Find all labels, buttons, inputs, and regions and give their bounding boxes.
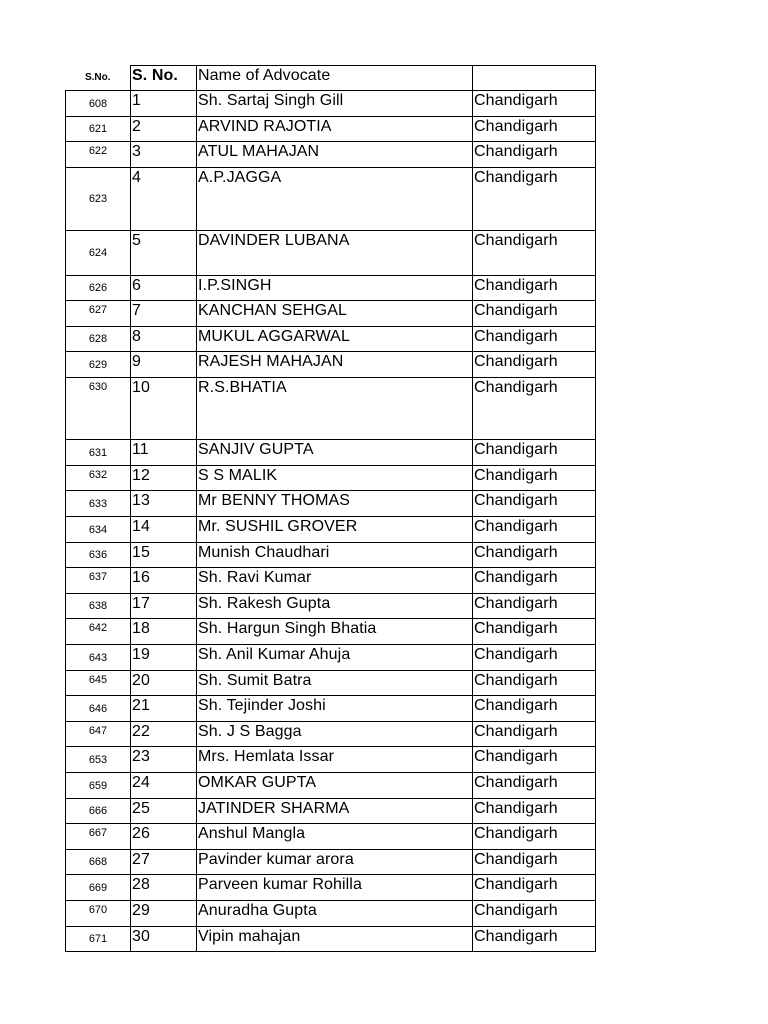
row-advocate-name: Sh. Ravi Kumar [197, 568, 473, 594]
row-advocate-name: OMKAR GUPTA [197, 773, 473, 799]
row-advocate-name: Sh. J S Bagga [197, 722, 473, 747]
table-row [66, 276, 596, 301]
row-place: Chandigarh [473, 327, 596, 352]
row-serial-number: 30 [131, 927, 197, 952]
row-sno: 638 [66, 594, 131, 619]
row-serial-number: 2 [131, 117, 197, 142]
row-advocate-name: Sh. Rakesh Gupta [197, 594, 473, 619]
header-sno: S.No. [66, 66, 131, 91]
row-serial-number: 5 [131, 231, 197, 276]
row-sno: 637 [66, 568, 131, 594]
row-place: Chandigarh [473, 568, 596, 594]
row-advocate-name: DAVINDER LUBANA [197, 231, 473, 276]
header-row [66, 66, 596, 91]
row-sno: 628 [66, 327, 131, 352]
row-serial-number: 1 [131, 91, 197, 117]
row-sno: 643 [66, 645, 131, 671]
row-place: Chandigarh [473, 276, 596, 301]
row-place: Chandigarh [473, 301, 596, 327]
row-place: Chandigarh [473, 619, 596, 645]
advocate-table [65, 65, 596, 952]
row-advocate-name: Pavinder kumar arora [197, 850, 473, 875]
row-serial-number: 8 [131, 327, 197, 352]
row-place: Chandigarh [473, 168, 596, 231]
row-place: Chandigarh [473, 352, 596, 378]
row-advocate-name: Mr. SUSHIL GROVER [197, 517, 473, 543]
table-row [66, 901, 596, 927]
table-row [66, 440, 596, 466]
table-row [66, 466, 596, 491]
row-sno: 671 [66, 927, 131, 952]
row-sno: 621 [66, 117, 131, 142]
row-place: Chandigarh [473, 722, 596, 747]
row-place: Chandigarh [473, 378, 596, 440]
row-place: Chandigarh [473, 696, 596, 722]
table-row [66, 645, 596, 671]
table-row [66, 824, 596, 850]
table-row [66, 875, 596, 901]
row-sno: 653 [66, 747, 131, 773]
row-advocate-name: SANJIV GUPTA [197, 440, 473, 466]
row-place: Chandigarh [473, 671, 596, 696]
row-place: Chandigarh [473, 799, 596, 824]
row-place: Chandigarh [473, 927, 596, 952]
row-sno: 624 [66, 231, 131, 276]
row-serial-number: 26 [131, 824, 197, 850]
row-advocate-name: Sh. Anil Kumar Ahuja [197, 645, 473, 671]
row-sno: 668 [66, 850, 131, 875]
table-row [66, 91, 596, 117]
row-advocate-name: ATUL MAHAJAN [197, 142, 473, 168]
advocate-table-body [66, 66, 596, 952]
row-advocate-name: Sh. Sumit Batra [197, 671, 473, 696]
row-place: Chandigarh [473, 773, 596, 799]
row-sno: 666 [66, 799, 131, 824]
table-row [66, 568, 596, 594]
row-serial-number: 19 [131, 645, 197, 671]
row-sno: 645 [66, 671, 131, 696]
table-row [66, 747, 596, 773]
row-advocate-name: Munish Chaudhari [197, 543, 473, 568]
row-advocate-name: ARVIND RAJOTIA [197, 117, 473, 142]
header-place [473, 66, 596, 91]
table-row [66, 517, 596, 543]
row-serial-number: 20 [131, 671, 197, 696]
row-serial-number: 11 [131, 440, 197, 466]
row-place: Chandigarh [473, 543, 596, 568]
row-serial-number: 28 [131, 875, 197, 901]
row-place: Chandigarh [473, 824, 596, 850]
row-advocate-name: KANCHAN SEHGAL [197, 301, 473, 327]
row-place: Chandigarh [473, 747, 596, 773]
row-advocate-name: RAJESH MAHAJAN [197, 352, 473, 378]
header-advocate-name: Name of Advocate [197, 66, 473, 91]
table-row [66, 231, 596, 276]
row-serial-number: 10 [131, 378, 197, 440]
row-place: Chandigarh [473, 645, 596, 671]
row-place: Chandigarh [473, 231, 596, 276]
row-serial-number: 29 [131, 901, 197, 927]
row-sno: 630 [66, 378, 131, 440]
table-row [66, 619, 596, 645]
row-advocate-name: Mrs. Hemlata Issar [197, 747, 473, 773]
row-sno: 608 [66, 91, 131, 117]
row-serial-number: 23 [131, 747, 197, 773]
table-row [66, 850, 596, 875]
row-advocate-name: Parveen kumar Rohilla [197, 875, 473, 901]
row-place: Chandigarh [473, 491, 596, 517]
row-serial-number: 6 [131, 276, 197, 301]
row-place: Chandigarh [473, 142, 596, 168]
row-advocate-name: Anuradha Gupta [197, 901, 473, 927]
row-place: Chandigarh [473, 875, 596, 901]
row-sno: 627 [66, 301, 131, 327]
row-sno: 631 [66, 440, 131, 466]
row-serial-number: 7 [131, 301, 197, 327]
row-place: Chandigarh [473, 440, 596, 466]
row-advocate-name: Anshul Mangla [197, 824, 473, 850]
row-serial-number: 27 [131, 850, 197, 875]
row-place: Chandigarh [473, 466, 596, 491]
table-row [66, 301, 596, 327]
table-row [66, 722, 596, 747]
row-sno: 636 [66, 543, 131, 568]
row-serial-number: 22 [131, 722, 197, 747]
table-row [66, 799, 596, 824]
row-serial-number: 21 [131, 696, 197, 722]
row-serial-number: 15 [131, 543, 197, 568]
row-advocate-name: Vipin mahajan [197, 927, 473, 952]
row-serial-number: 25 [131, 799, 197, 824]
row-sno: 642 [66, 619, 131, 645]
row-advocate-name: Mr BENNY THOMAS [197, 491, 473, 517]
row-place: Chandigarh [473, 91, 596, 117]
table-row [66, 773, 596, 799]
table-row [66, 543, 596, 568]
row-place: Chandigarh [473, 901, 596, 927]
table-row [66, 696, 596, 722]
table-row [66, 142, 596, 168]
row-sno: 634 [66, 517, 131, 543]
row-serial-number: 17 [131, 594, 197, 619]
row-place: Chandigarh [473, 517, 596, 543]
row-serial-number: 12 [131, 466, 197, 491]
row-advocate-name: R.S.BHATIA [197, 378, 473, 440]
row-serial-number: 24 [131, 773, 197, 799]
table-row [66, 594, 596, 619]
row-sno: 667 [66, 824, 131, 850]
table-row [66, 378, 596, 440]
row-sno: 632 [66, 466, 131, 491]
row-advocate-name: I.P.SINGH [197, 276, 473, 301]
row-serial-number: 9 [131, 352, 197, 378]
row-sno: 633 [66, 491, 131, 517]
table-row [66, 352, 596, 378]
row-serial-number: 4 [131, 168, 197, 231]
header-serial-number: S. No. [131, 66, 197, 91]
row-sno: 626 [66, 276, 131, 301]
table-row [66, 671, 596, 696]
row-serial-number: 13 [131, 491, 197, 517]
row-advocate-name: Sh. Hargun Singh Bhatia [197, 619, 473, 645]
row-serial-number: 16 [131, 568, 197, 594]
row-advocate-name: Sh. Tejinder Joshi [197, 696, 473, 722]
row-advocate-name: MUKUL AGGARWAL [197, 327, 473, 352]
row-serial-number: 18 [131, 619, 197, 645]
row-sno: 629 [66, 352, 131, 378]
table-row [66, 491, 596, 517]
row-sno: 622 [66, 142, 131, 168]
row-place: Chandigarh [473, 117, 596, 142]
row-serial-number: 3 [131, 142, 197, 168]
row-place: Chandigarh [473, 594, 596, 619]
row-advocate-name: JATINDER SHARMA [197, 799, 473, 824]
row-advocate-name: S S MALIK [197, 466, 473, 491]
row-sno: 659 [66, 773, 131, 799]
table-row [66, 927, 596, 952]
row-sno: 670 [66, 901, 131, 927]
table-row [66, 168, 596, 231]
row-sno: 646 [66, 696, 131, 722]
row-serial-number: 14 [131, 517, 197, 543]
row-place: Chandigarh [473, 850, 596, 875]
row-advocate-name: A.P.JAGGA [197, 168, 473, 231]
row-sno: 623 [66, 168, 131, 231]
row-sno: 669 [66, 875, 131, 901]
table-row [66, 117, 596, 142]
row-advocate-name: Sh. Sartaj Singh Gill [197, 91, 473, 117]
table-row [66, 327, 596, 352]
row-sno: 647 [66, 722, 131, 747]
